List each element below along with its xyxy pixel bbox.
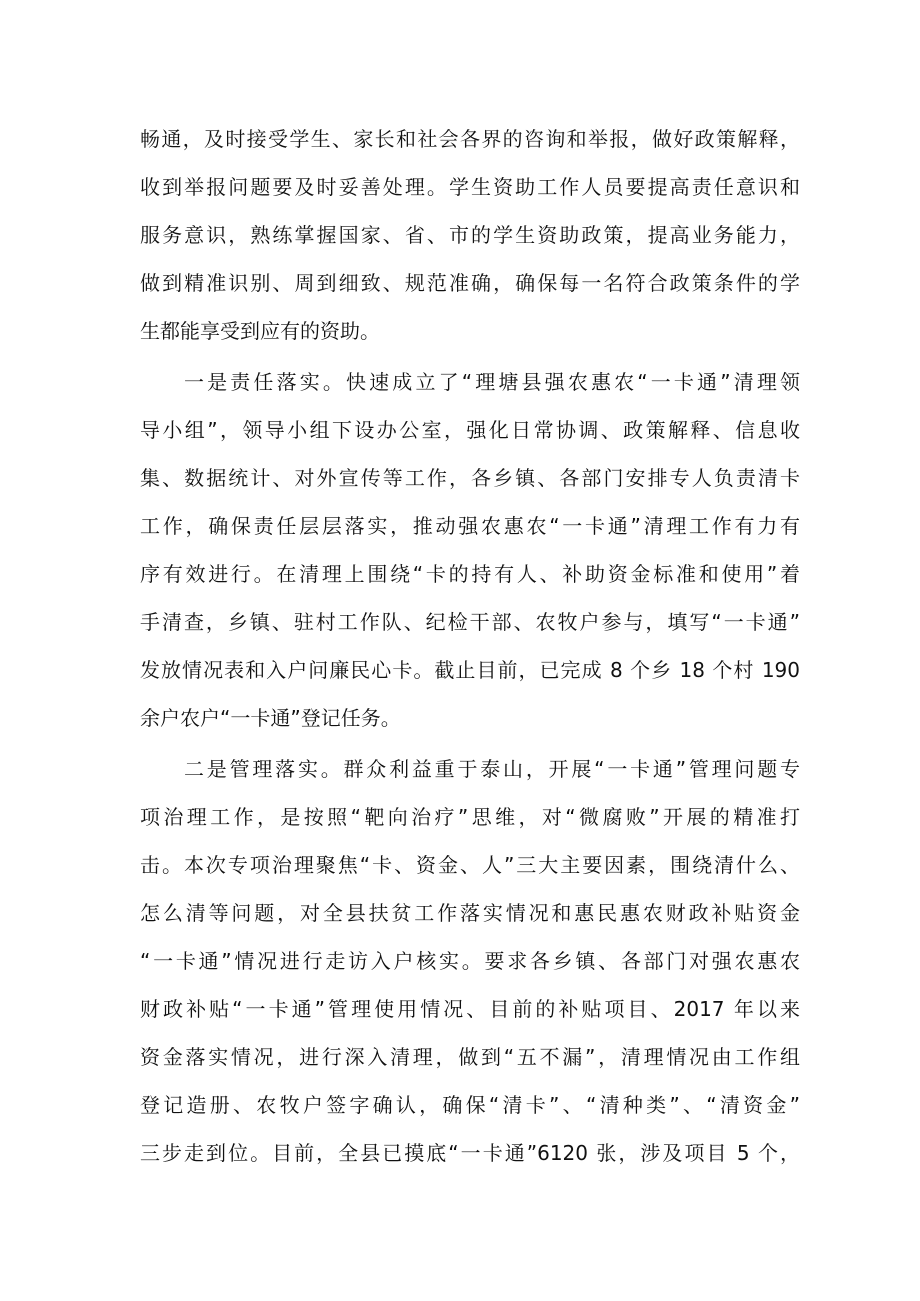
text-line: 序有效进行。在清理上围绕“卡的持有人、补助资金标准和使用”着 — [140, 562, 800, 586]
text-line: “一卡通”情况进行走访入户核实。要求各乡镇、各部门对强农惠农 — [140, 949, 800, 973]
text-line: 三步走到位。目前，全县已摸底“一卡通”6120 张，涉及项目 5 个， — [140, 1141, 800, 1165]
text-line: 发放情况表和入户问廉民心卡。截止目前，已完成 8 个乡 18 个村 190 — [140, 658, 800, 682]
text-line: 一是责任落实。快速成立了“理塘县强农惠农“一卡通”清理领 — [184, 370, 800, 394]
text-line: 集、数据统计、对外宣传等工作，各乡镇、各部门安排专人负责清卡 — [140, 466, 800, 490]
text-line: 畅通，及时接受学生、家长和社会各界的咨询和举报，做好政策解释， — [140, 127, 800, 151]
text-line: 二是管理落实。群众利益重于泰山，开展“一卡通”管理问题专 — [184, 757, 800, 781]
text-line: 登记造册、农牧户签字确认，确保“清卡”、“清种类”、“清资金” — [140, 1093, 800, 1117]
text-line: 收到举报问题要及时妥善处理。学生资助工作人员要提高责任意识和 — [140, 175, 800, 199]
text-line: 服务意识，熟练掌握国家、省、市的学生资助政策，提高业务能力， — [140, 223, 800, 247]
document-body — [140, 115, 800, 1177]
text-line: 生都能享受到应有的资助。 — [140, 319, 380, 343]
text-line: 项治理工作，是按照“靶向治疗”思维，对“微腐败”开展的精准打 — [140, 805, 800, 829]
responsibility-paragraph — [140, 358, 800, 742]
text-line: 手清查，乡镇、驻村工作队、纪检干部、农牧户参与，填写“一卡通” — [140, 610, 800, 634]
text-line: 工作，确保责任层层落实，推动强农惠农“一卡通”清理工作有力有 — [140, 514, 800, 538]
text-line: 财政补贴“一卡通”管理使用情况、目前的补贴项目、2017 年以来 — [140, 997, 800, 1021]
text-line: 余户农户“一卡通”登记任务。 — [140, 706, 401, 730]
text-line: 做到精准识别、周到细致、规范准确，确保每一名符合政策条件的学 — [140, 271, 800, 295]
text-line: 击。本次专项治理聚焦“卡、资金、人”三大主要因素，围绕清什么、 — [140, 853, 800, 877]
text-line: 怎么清等问题，对全县扶贫工作落实情况和惠民惠农财政补贴资金 — [140, 901, 800, 925]
intro-paragraph — [140, 115, 800, 355]
text-line: 资金落实情况，进行深入清理，做到“五不漏”，清理情况由工作组 — [140, 1045, 800, 1069]
management-paragraph — [140, 745, 800, 1177]
text-line: 导小组”，领导小组下设办公室，强化日常协调、政策解释、信息收 — [140, 418, 800, 442]
